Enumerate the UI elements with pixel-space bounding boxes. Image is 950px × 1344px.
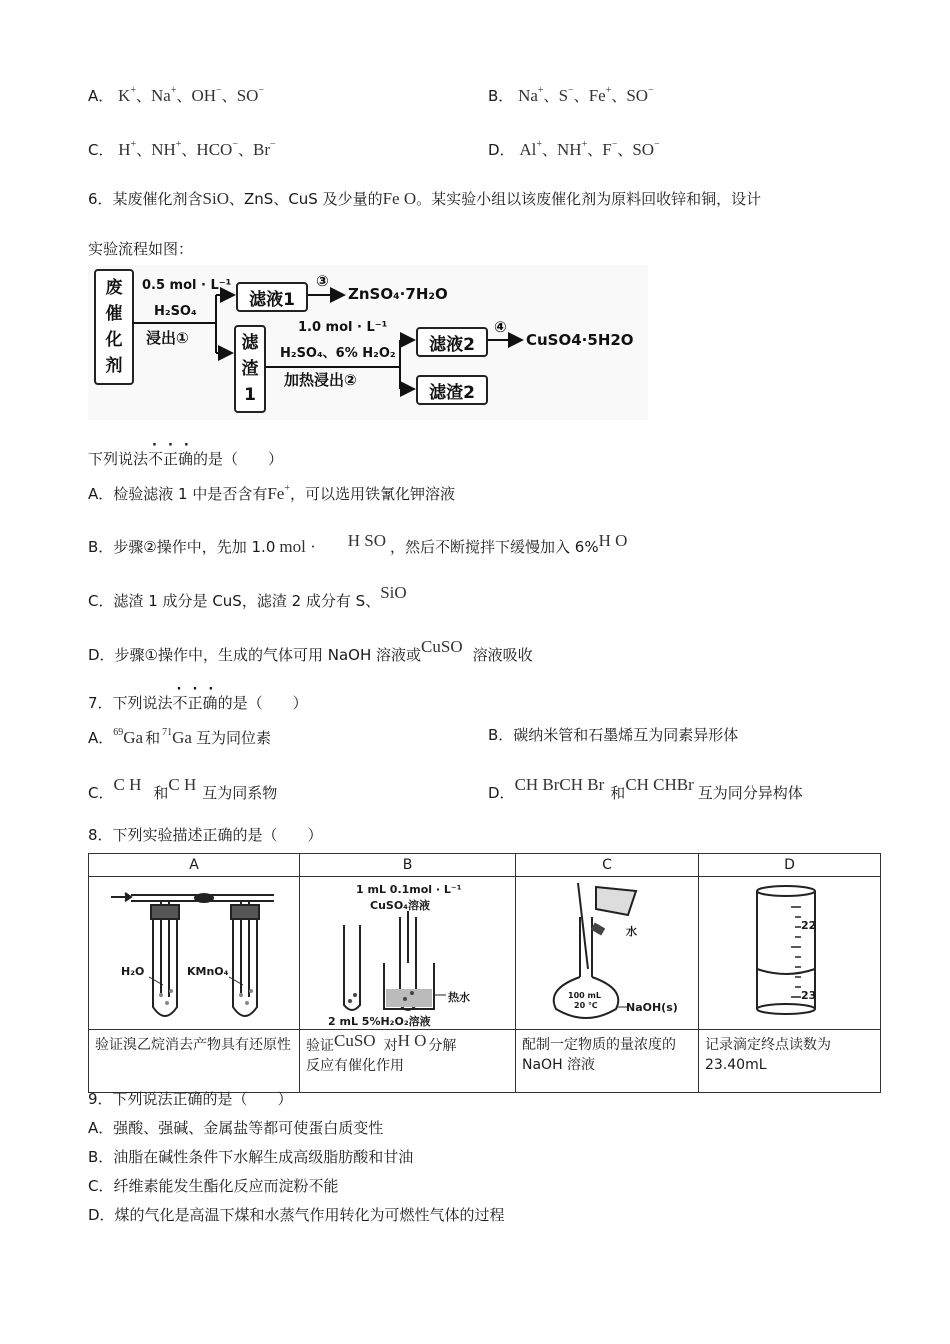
q6-option-a[interactable]: A．检验滤液 1 中是否含有Fe+，可以选用铁氰化钾溶液 (88, 483, 455, 503)
step2-conc: 1.0 mol · L⁻¹ (298, 320, 388, 335)
description-c: 配制一定物质的量浓度的 NaOH 溶液 (516, 1030, 699, 1093)
formula-hydrocarbon-2: C H (168, 775, 197, 794)
q7-option-d[interactable]: D．CH BrCH Br 和CH CHBr 互为同分异构体 (488, 775, 803, 802)
burette-reading-icon (699, 877, 880, 1029)
label-water: 水 (626, 925, 637, 938)
ion-oh: OH− (191, 85, 222, 105)
apparatus-c (516, 877, 699, 1030)
header-d: D (699, 854, 881, 877)
label-mark-22: 22 (801, 919, 817, 932)
header-b: B (300, 854, 516, 877)
isotope-ga71: $^{71}$Ga (162, 727, 192, 747)
description-d: 记录滴定终点读数为 23.40mL (699, 1030, 881, 1093)
step1-conc: 0.5 mol · L⁻¹ (142, 278, 232, 293)
q9-stem: 9．下列说法正确的是（ ） (88, 1090, 293, 1108)
step1-acid: H₂SO₄ (154, 304, 197, 319)
q6-question: 下列说法 ··· 不正确的是（ ） (88, 438, 284, 468)
label-flask-temp: 20 ℃ (574, 1001, 598, 1010)
q9-option-a[interactable]: A．强酸、强碱、金属盐等都可使蛋白质变性 (88, 1119, 384, 1137)
formula-h2o2: H O (598, 531, 628, 550)
label-mark-23: 23 (801, 989, 817, 1002)
q5-option-b[interactable]: B． Na+、S−、Fe+、SO− (488, 85, 654, 105)
formula-sio2: SiO (380, 583, 407, 602)
formula-fe3o4: Fe O (382, 189, 417, 208)
header-c: C (516, 854, 699, 877)
step3-label: ③ (316, 272, 329, 290)
ion-nh4: NH+ (151, 139, 182, 159)
ion-h: H+ (118, 139, 137, 159)
step4-label: ④ (494, 318, 507, 336)
emphasis-not-correct: ··· 不正确 (172, 682, 225, 712)
q8-stem: 8．下列实验描述正确的是（ ） (88, 826, 323, 844)
ion-hco3: HCO− (196, 139, 238, 159)
unit-mol: mol · (279, 537, 316, 556)
process-flowchart (88, 265, 648, 420)
ion-al: Al+ (519, 139, 542, 159)
q7-option-b[interactable]: B．碳纳米管和石墨烯互为同素异形体 (488, 726, 739, 744)
ion-nh4: NH+ (557, 139, 588, 159)
flow-arrows (88, 265, 648, 420)
q6-option-c[interactable]: C．滤渣 1 成分是 CuS，滤渣 2 成分有 S、SiO (88, 583, 407, 610)
q7-option-c[interactable]: C．C H 和C H 互为同系物 (88, 775, 278, 802)
ion-so4: SO− (626, 85, 654, 105)
option-letter: D． (488, 141, 515, 159)
label-cuso4-conc: 1 mL 0.1mol · L⁻¹ (356, 883, 462, 896)
filtrate2-box: 滤液2 (416, 327, 488, 357)
apparatus-d (699, 877, 881, 1030)
q5-option-c[interactable]: C． H+、NH+、HCO−、Br− (88, 139, 276, 159)
apparatus-a (89, 877, 300, 1030)
ion-fe: Fe+ (588, 85, 612, 105)
label-kmno4: KMnO₄ (187, 965, 229, 978)
q6-stem: 6．某废催化剂含SiO、ZnS、CuS 及少量的Fe O。某实验小组以该废催化剂为原料回收锌和铜，设计 (88, 189, 762, 208)
label-water: H₂O (121, 965, 145, 978)
filtrate1-box: 滤液1 (236, 282, 308, 312)
start-box: 废 催 化 剂 (94, 269, 134, 385)
product2: CuSO4·5H2O (526, 331, 634, 349)
label-naoh-solid: NaOH(s) (626, 1001, 678, 1014)
test-tube-setup-icon (89, 877, 299, 1029)
formula-sio2: SiO (202, 189, 230, 208)
formula-cuso4: CuSO (421, 637, 463, 656)
step2-reagent: H₂SO₄、6% H₂O₂ (280, 346, 396, 361)
option-letter: B． (488, 87, 514, 105)
residue2-box: 滤渣2 (416, 375, 488, 405)
q9-option-d[interactable]: D．煤的气化是高温下煤和水蒸气作用转化为可燃性气体的过程 (88, 1206, 505, 1224)
option-letter: C． (88, 141, 114, 159)
label-cuso4-solution: CuSO₄溶液 (370, 899, 430, 912)
ion-na: Na+ (150, 85, 177, 105)
q6-stem-line2: 实验流程如图： (88, 240, 194, 258)
q9-option-b[interactable]: B．油脂在碱性条件下水解生成高级脂肪酸和甘油 (88, 1148, 414, 1166)
q6-option-d[interactable]: D．步骤①操作中，生成的气体可用 NaOH 溶液或CuSO 溶液吸收 (88, 637, 533, 664)
label-hot-water: 热水 (448, 991, 470, 1004)
ion-na: Na+ (518, 85, 544, 105)
ion-k: K+ (118, 85, 136, 105)
q6-option-b[interactable]: B．步骤②操作中，先加 1.0 mol · H SO ，然后不断搅拌下缓慢加入 6%H O (88, 531, 628, 556)
formula-cuso4: CuSO (334, 1031, 376, 1050)
q7-option-a[interactable]: A．$^{69}$Ga 和 $^{71}$Ga 互为同位素 (88, 727, 271, 747)
residue1-box: 滤 渣 1 (234, 325, 266, 413)
formula-h2so4: H SO (347, 531, 386, 550)
ion-f: F− (602, 139, 618, 159)
description-b: 验证CuSO 对H O 分解 反应有催化作用 (300, 1030, 516, 1093)
ion-s: S− (558, 85, 574, 105)
formula-fe3plus: Fe+ (267, 483, 290, 503)
q7-stem: 7．下列说法 ··· 不正确的是（ ） (88, 682, 308, 712)
q8-table (88, 853, 881, 1093)
formula-dibromoethane-1: CH BrCH Br (514, 775, 605, 794)
option-letter: A． (88, 87, 114, 105)
description-a: 验证溴乙烷消去产物具有还原性 (89, 1030, 300, 1093)
label-flask-volume: 100 mL (568, 991, 601, 1000)
q5-option-a[interactable]: A． K+、Na+、OH−、SO− (88, 85, 265, 105)
formula-dibromoethane-2: CH CHBr (625, 775, 694, 794)
ion-so4: SO− (236, 85, 265, 105)
q5-option-d[interactable]: D． Al+、NH+、F−、SO− (488, 139, 660, 159)
ion-so4: SO− (632, 139, 660, 159)
q9-option-c[interactable]: C．纤维素能发生酯化反应而淀粉不能 (88, 1177, 339, 1195)
beaker-setup-icon (300, 877, 515, 1029)
formula-h2o2: H O (397, 1031, 427, 1050)
step2-name: 加热浸出② (284, 371, 357, 389)
ion-br: Br− (252, 139, 276, 159)
emphasis-not-correct: ··· 不正确 (148, 438, 200, 468)
label-h2o2: 2 mL 5%H₂O₂溶液 (328, 1015, 431, 1028)
product1: ZnSO₄·7H₂O (348, 285, 448, 303)
step1-name: 浸出① (146, 329, 189, 347)
formula-hydrocarbon-1: C H (113, 775, 142, 794)
header-a: A (89, 854, 300, 877)
apparatus-b (300, 877, 516, 1030)
isotope-ga69: $^{69}$Ga (113, 727, 144, 747)
